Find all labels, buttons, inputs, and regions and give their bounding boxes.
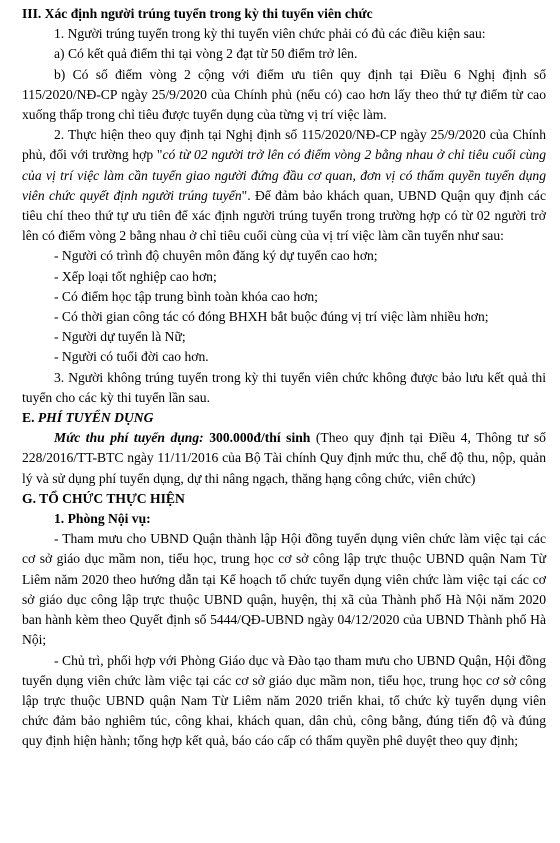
fee-label: Mức thu phí tuyển dụng: [54, 430, 204, 446]
section-3-heading: III. Xác định người trúng tuyển trong kỳ thi tuyển viên chức [22, 6, 373, 21]
section-g-paragraph-1: - Tham mưu cho UBND Quận thành lập Hội đồng tuyển dụng viên chức làm việc tại các cơ sở giáo dục mầm non, tiểu học, trung học cơ sở công lập trực thuộc UBND quận Nam Từ Liêm năm 2020 theo hướng dẫn tại Kế hoạch tổ chức tuyển dụng viên chức làm việc tại các cơ sở giáo dục công lập trực thuộc UBND quận, huyện, thị xã của Thành phố Hà Nội năm 2020 ban hành kèm theo Quyết định số 5444/QĐ-UBND ngày 04/12/2020 của UBND Thành phố Hà Nội; [22, 531, 546, 648]
section-3-paragraph-1: 1. Người trúng tuyển trong kỳ thi tuyển viên chức phải có đủ các điều kiện sau: [54, 26, 486, 42]
section-g-paragraph-2: - Chủ trì, phối hợp với Phòng Giáo dục và Đào tạo tham mưu cho UBND Quận, Hội đồng tuyển dụng viên chức làm việc tại các cơ sở giáo dục mầm non, tiểu học, trung học cơ sở công lập trực thuộc UBND quận Nam Từ Liêm năm 2020 triển khai, tổ chức kỳ tuyển dụng viên chức đảm bảo nghiêm túc, công khai, khách quan, dân chủ, công bằng, đúng tiến độ và đúng quy định hiện hành; tổng hợp kết quả, báo cáo cấp có thẩm quyền phê duyệt theo quy định; [22, 652, 546, 749]
p2-start: 2. Thực hiện theo quy định tại Nghị định số 115/2020/NĐ-CP ngày 25/9/2020 của Chính phủ, đối với trường hợp " [22, 127, 546, 163]
fee-text: (Theo quy định tại Điều 4, Thông tư số 228/2016/TT-BTC ngày 11/11/2016 của Bộ Tài chính Quy định mức thu, chế độ thu, nộp, quản lý và sử dụng phí tuyển dụng, dự thi nâng ngạch, thăng hạng công chức, viên chức) [22, 430, 546, 486]
fee-paragraph [22, 428, 546, 489]
criterion-5: - Người dự tuyển là Nữ; [54, 329, 186, 345]
criterion-4: - Có thời gian công tác có đóng BHXH bắt buộc đúng vị trí việc làm nhiều hơn; [54, 309, 489, 325]
criterion-2: - Xếp loại tốt nghiệp cao hơn; [54, 268, 217, 284]
section-e-prefix: E. [22, 410, 38, 426]
p2-italic-quote: có từ 02 người trở lên có điểm vòng 2 bằng nhau ở chỉ tiêu cuối cùng của vị trí việc làm cần tuyển giao người đứng đầu cơ quan, đơn vị có thẩm quyền tuyển dụng viên chức quyết định người trúng tuyển [22, 147, 546, 203]
section-3-paragraph-1a: a) Có kết quả điểm thi tại vòng 2 đạt từ 50 điểm trở lên. [54, 46, 358, 62]
criterion-6: - Người có tuổi đời cao hơn. [54, 349, 209, 365]
section-g-heading: G. TỔ CHỨC THỰC HIỆN [22, 490, 185, 506]
section-e-heading [22, 408, 546, 428]
criterion-3: - Có điểm học tập trung bình toàn khóa cao hơn; [54, 288, 318, 304]
section-e-title: PHÍ TUYỂN DỤNG [37, 410, 154, 426]
fee-value: 300.000đ/thí sinh [203, 430, 311, 446]
section-3-paragraph-1b: b) Có số điểm vòng 2 cộng với điểm ưu tiên quy định tại Điều 6 Nghị định số 115/2020/NĐ-CP ngày 25/9/2020 của Chính phủ (nếu có) cao hơn lấy theo thứ tự điểm từ cao xuống thấp trong chỉ tiêu được tuyển dụng của từng vị trí việc làm. [22, 66, 546, 123]
section-g-subheading-1: 1. Phòng Nội vụ: [54, 511, 151, 527]
section-3-paragraph-2 [22, 125, 546, 246]
criterion-1: - Người có trình độ chuyên môn đăng ký dự tuyển cao hơn; [54, 248, 378, 264]
p2-end: ". Để đảm bảo khách quan, UBND Quận quy định các tiêu chí theo thứ tự ưu tiên để xác định người trúng tuyển trong trường hợp có từ 02 người trở lên có điểm vòng 2 bằng nhau ở chỉ tiêu cuối cùng của vị trí việc làm cần tuyển như sau: [22, 187, 546, 244]
section-3-paragraph-3: 3. Người không trúng tuyển trong kỳ thi tuyển viên chức không được bảo lưu kết quả thi tuyển cho các kỳ thi tuyển lần sau. [22, 369, 546, 405]
